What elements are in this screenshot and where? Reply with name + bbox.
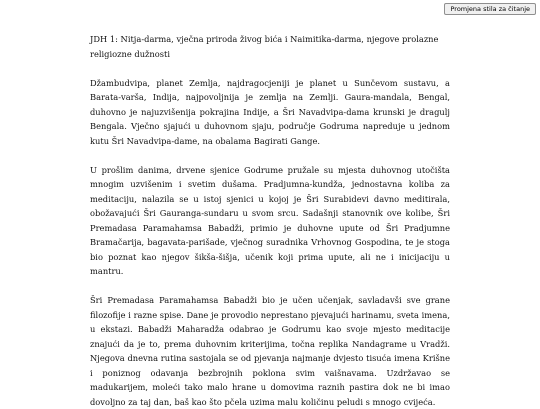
chapter-content: [90, 32, 450, 409]
chapter-paragraph: Džambudvipa, planet Zemlja, najdragocjeniji je planet u Sunčevom sustavu, a Barata-varša, Indija, najpovoljnija je zemlja na Zemlji. Gaura-mandala, Bengal, duhovno je najuzvišenija pokrajina Indije, a Šri Navadvipa-dama krunski je dragulj Bengala. Vječno sjajući u duhovnom sjaju, područje Godruma napreduje u jednom kutu Šri Navadvipa-dame, na obalama Bagirati Gange.: [90, 77, 450, 146]
chapter-paragraph: U prošlim danima, drvene sjenice Godrume pružale su mjesta duhovnog utočišta mnogim uzvišenim i svetim dušama. Pradjumna-kundža, jednostavna koliba za meditaciju, nalazila se u istoj sjenici u kojoj je Šri Surabidevi davno meditirala, obožavajući Šri Gauranga-sundaru u svom srcu. Sadašnji stanovnik ove kolibe, Šri Premadasa Paramahamsa Babadži, primio je duhovne upute od Šri Pradjumne Bramačarija, bagavata-parišade, vječnog suradnika Vrhovnog Gospodina, te je stoga bio poznat kao njegov šikša-šišja, učenik koji prima upute, ali ne i inicijaciju u mantru.: [90, 164, 450, 276]
chapter-paragraph: Šri Premadasa Paramahamsa Babadži bio je učen učenjak, savladavši sve grane filozofije i razne spise. Dane je provodio neprestano pjevajući harinamu, sveta imena, u ekstazi. Babadži Maharadža odabrao je Godrumu kao svoje mjesto meditacije znajući da je to, prema duhovnim kriterijima, točna replika Nandagrame u Vradži. Njegova dnevna rutina sastojala se od pjevanja najmanje dvjesto tisuća imena Krišne i poniznog odavanja bezbrojnih poklona svim vaišnavama. Uzdržavao se madukarijem, moleći tako malo hrane u domovima raznih pastira dok ne bi imao dovoljno za taj dan, baš kao što pčela uzima malu količinu peludi s mnogo cvijeća.: [90, 295, 450, 407]
chapter-title: JDH 1: Nitja-darma, vječna priroda živog bića i Naimitika-darma, njegove prolazne religiozne dužnosti: [90, 34, 439, 59]
reading-style-toggle-button[interactable]: Promjena stila za čitanje: [444, 3, 536, 15]
